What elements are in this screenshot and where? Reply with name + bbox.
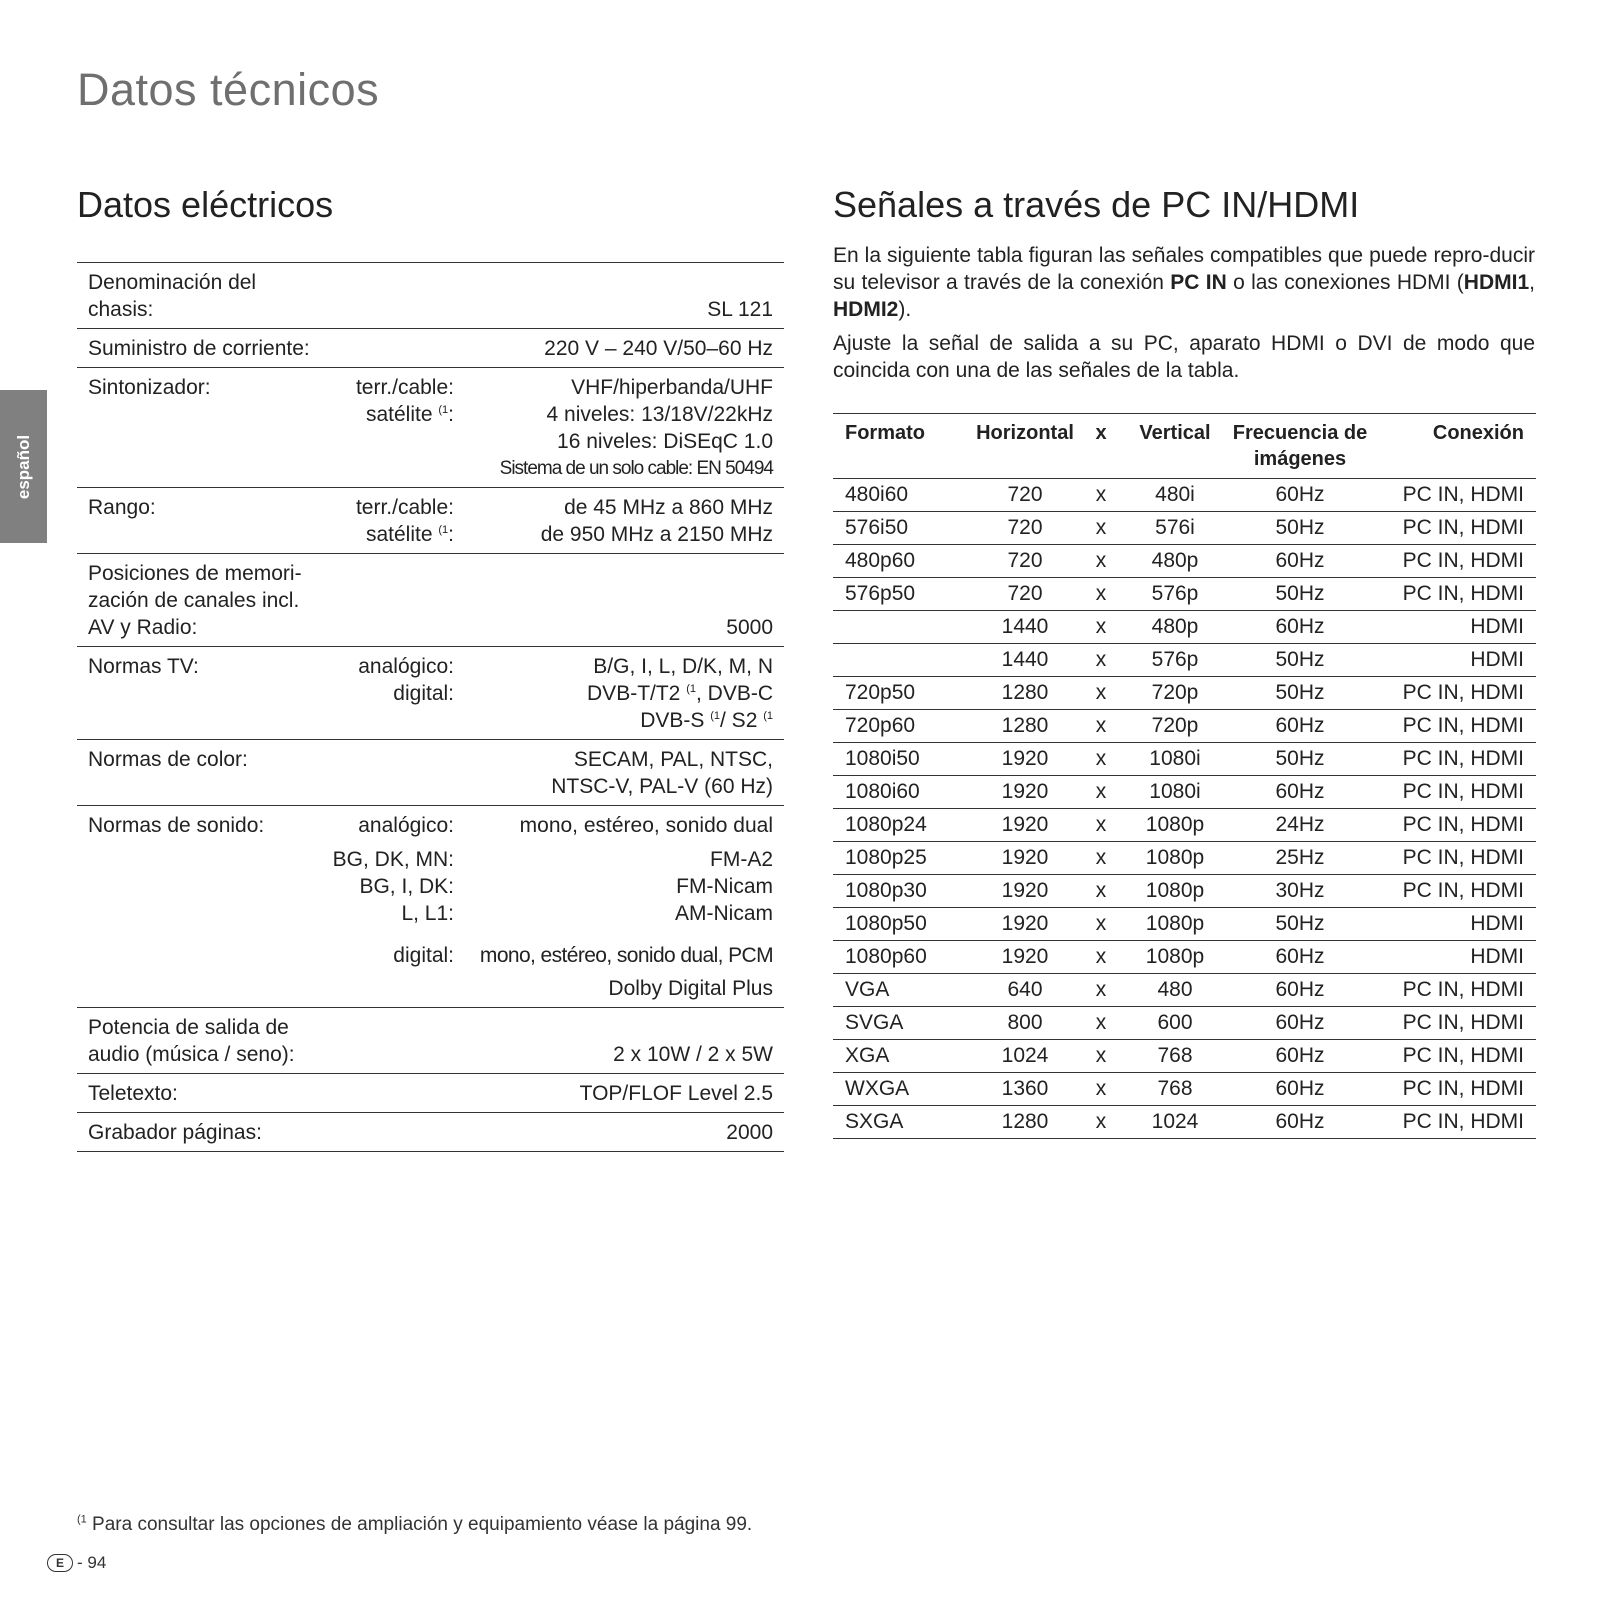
cell-horizontal: 800 [1007, 1011, 1043, 1034]
cell-connection: HDMI [1470, 945, 1524, 968]
cell-x: x [1095, 1110, 1107, 1133]
spec-value: FM-A2 [710, 848, 773, 871]
spec-label: audio (música / seno): [88, 1043, 295, 1066]
spec-row-teletext [77, 1074, 784, 1113]
cell-x: x [1095, 582, 1107, 605]
spec-sublabel: satélite $^{(1}$: [365, 403, 454, 426]
cell-horizontal: 720 [1007, 582, 1043, 605]
spec-sublabel: analógico: [358, 814, 454, 837]
cell-frequency: 50Hz [1275, 681, 1325, 704]
cell-horizontal: 1024 [1001, 1044, 1049, 1067]
cell-x: x [1095, 1077, 1107, 1100]
spec-sublabel: terr./cable: [355, 496, 454, 519]
cell-frequency: 60Hz [1275, 483, 1325, 506]
cell-frequency: 50Hz [1275, 912, 1325, 935]
cell-horizontal: 1920 [1001, 945, 1049, 968]
cell-connection: PC IN, HDMI [1402, 879, 1524, 902]
cell-frequency: 60Hz [1275, 780, 1325, 803]
spec-value: 4 niveles: 13/18V/22kHz [546, 403, 773, 426]
page-number-text: - 94 [77, 1553, 107, 1572]
electrical-spec-table [77, 262, 784, 1152]
cell-vertical: 600 [1157, 1011, 1193, 1034]
spec-sublabel: digital: [393, 944, 454, 967]
section-heading-electrical: Datos eléctricos [77, 184, 334, 225]
cell-vertical: 1080p [1145, 912, 1205, 935]
spec-row-chassis [77, 263, 784, 329]
cell-connection: HDMI [1470, 912, 1524, 935]
cell-x: x [1095, 1044, 1107, 1067]
col-header-frequency: Frecuencia de imágenes [1232, 422, 1368, 470]
cell-x: x [1095, 648, 1107, 671]
cell-connection: PC IN, HDMI [1402, 582, 1524, 605]
table-row [833, 743, 1536, 776]
table-row [833, 1040, 1536, 1073]
cell-horizontal: 1920 [1001, 846, 1049, 869]
cell-format: 576i50 [845, 516, 909, 539]
spec-value: Dolby Digital Plus [608, 977, 773, 1000]
cell-frequency: 24Hz [1275, 813, 1325, 836]
cell-connection: HDMI [1470, 648, 1524, 671]
cell-vertical: 720p [1151, 681, 1199, 704]
cell-x: x [1095, 1011, 1107, 1034]
col-header-connection: Conexión [1432, 422, 1524, 444]
cell-x: x [1095, 879, 1107, 902]
cell-frequency: 60Hz [1275, 615, 1325, 638]
spec-value: Sistema de un solo cable: EN 50494 [499, 458, 773, 479]
section-heading-signals: Señales a través de PC IN/HDMI [833, 184, 1360, 225]
cell-horizontal: 1360 [1001, 1077, 1049, 1100]
cell-x: x [1095, 813, 1107, 836]
cell-x: x [1095, 516, 1107, 539]
spec-value: 2 x 10W / 2 x 5W [613, 1043, 773, 1066]
cell-frequency: 30Hz [1275, 879, 1325, 902]
spec-row-power [77, 329, 784, 368]
spec-sublabel: L, L1: [401, 902, 454, 925]
spec-row-audio-output [77, 1008, 784, 1074]
spec-value: SECAM, PAL, NTSC, [573, 748, 773, 771]
cell-x: x [1095, 846, 1107, 869]
spec-label: AV y Radio: [88, 616, 198, 639]
spec-label: Normas TV: [88, 655, 199, 678]
cell-connection: PC IN, HDMI [1402, 516, 1524, 539]
cell-format: XGA [845, 1044, 890, 1067]
spec-sublabel: analógico: [358, 655, 454, 678]
cell-format: 480i60 [845, 483, 909, 506]
cell-format: SXGA [845, 1110, 904, 1133]
language-badge: E [47, 1554, 73, 1572]
cell-format: 1080i50 [845, 747, 920, 770]
spec-label: Potencia de salida de [88, 1016, 289, 1039]
spec-label: zación de canales incl. [88, 589, 300, 612]
language-tab-label: español [13, 434, 33, 499]
cell-format: WXGA [845, 1077, 910, 1100]
table-row [833, 809, 1536, 842]
cell-frequency: 60Hz [1275, 945, 1325, 968]
cell-connection: PC IN, HDMI [1402, 1077, 1524, 1100]
col-header-horizontal: Horizontal [976, 422, 1074, 444]
cell-frequency: 50Hz [1275, 648, 1325, 671]
cell-format: 1080p24 [845, 813, 927, 836]
cell-frequency: 60Hz [1275, 1044, 1325, 1067]
spec-value: TOP/FLOF Level 2.5 [579, 1082, 773, 1105]
cell-horizontal: 1920 [1001, 747, 1049, 770]
cell-vertical: 720p [1151, 714, 1199, 737]
cell-format: 720p50 [845, 681, 916, 704]
table-row [833, 875, 1536, 908]
cell-vertical: 480i [1155, 483, 1195, 506]
page-title: Datos técnicos [77, 64, 380, 115]
cell-connection: PC IN, HDMI [1402, 978, 1524, 1001]
cell-connection: PC IN, HDMI [1402, 846, 1524, 869]
table-row [833, 512, 1536, 545]
cell-vertical: 768 [1157, 1077, 1193, 1100]
cell-connection: PC IN, HDMI [1402, 681, 1524, 704]
cell-horizontal: 720 [1007, 483, 1043, 506]
table-row [833, 974, 1536, 1007]
cell-frequency: 60Hz [1275, 549, 1325, 572]
intro-paragraph-1: En la siguiente tabla figuran las señales compatibles que puede repro-ducir su televisor a través de la conexión PC IN o las conexiones HDMI (HDMI1, HDMI2). [833, 244, 1535, 321]
cell-horizontal: 720 [1007, 549, 1043, 572]
table-row [833, 578, 1536, 611]
cell-format: SVGA [845, 1011, 904, 1034]
spec-value: B/G, I, L, D/K, M, N [593, 655, 773, 678]
cell-vertical: 1080p [1145, 945, 1205, 968]
cell-connection: PC IN, HDMI [1402, 780, 1524, 803]
cell-vertical: 1080p [1145, 813, 1205, 836]
cell-connection: PC IN, HDMI [1402, 483, 1524, 506]
cell-frequency: 60Hz [1275, 1110, 1325, 1133]
spec-label: Sintonizador: [88, 376, 211, 399]
cell-horizontal: 1280 [1001, 681, 1049, 704]
cell-format: 1080i60 [845, 780, 920, 803]
cell-frequency: 60Hz [1275, 1011, 1325, 1034]
cell-connection: PC IN, HDMI [1402, 1044, 1524, 1067]
spec-value: FM-Nicam [676, 875, 773, 898]
spec-value: mono, estéreo, sonido dual, PCM [479, 944, 773, 967]
spec-value: mono, estéreo, sonido dual [519, 814, 773, 837]
cell-connection: PC IN, HDMI [1402, 747, 1524, 770]
cell-horizontal: 1920 [1001, 879, 1049, 902]
cell-x: x [1095, 681, 1107, 704]
spec-value: 16 niveles: DiSEqC 1.0 [557, 430, 773, 453]
spec-sublabel: terr./cable: [355, 376, 454, 399]
col-header-x: x [1095, 422, 1107, 444]
spec-row-tuner [77, 368, 784, 488]
spec-label: Suministro de corriente: [88, 337, 310, 360]
spec-value: SL 121 [707, 298, 773, 321]
cell-vertical: 576i [1155, 516, 1195, 539]
spec-label: Grabador páginas: [88, 1121, 262, 1144]
table-row [833, 842, 1536, 875]
cell-vertical: 1080p [1145, 879, 1205, 902]
cell-x: x [1095, 615, 1107, 638]
spec-label: Teletexto: [88, 1082, 178, 1105]
table-row [833, 1073, 1536, 1106]
cell-horizontal: 1920 [1001, 912, 1049, 935]
cell-x: x [1095, 780, 1107, 803]
cell-horizontal: 640 [1007, 978, 1043, 1001]
cell-horizontal: 1920 [1001, 813, 1049, 836]
spec-sublabel: satélite $^{(1}$: [365, 523, 454, 546]
spec-value: DVB-T/T2 $^{(1}$, DVB-C [587, 682, 773, 705]
cell-frequency: 50Hz [1275, 582, 1325, 605]
spec-sublabel: digital: [393, 682, 454, 705]
cell-x: x [1095, 912, 1107, 935]
cell-horizontal: 1280 [1001, 1110, 1049, 1133]
spec-value: VHF/hiperbanda/UHF [571, 376, 773, 399]
cell-frequency: 60Hz [1275, 714, 1325, 737]
table-row [833, 1007, 1536, 1040]
signal-table-header [833, 414, 1536, 479]
cell-x: x [1095, 747, 1107, 770]
spec-label: Denominación del [88, 271, 257, 294]
cell-x: x [1095, 945, 1107, 968]
cell-frequency: 60Hz [1275, 978, 1325, 1001]
spec-label: Posiciones de memori- [88, 562, 302, 585]
table-row [833, 677, 1536, 710]
table-row [833, 545, 1536, 578]
spec-label: chasis: [88, 298, 154, 321]
cell-x: x [1095, 483, 1107, 506]
footnote: $^{(1}$ Para consultar las opciones de ampliación y equipamiento véase la página 99. [77, 1513, 753, 1535]
spec-label: Rango: [88, 496, 156, 519]
spec-sublabel: BG, DK, MN: [332, 848, 454, 871]
cell-horizontal: 1920 [1001, 780, 1049, 803]
spec-row-tv-standards [77, 647, 784, 740]
cell-x: x [1095, 714, 1107, 737]
spec-row-memory-positions [77, 554, 784, 647]
cell-x: x [1095, 978, 1107, 1001]
cell-x: x [1095, 549, 1107, 572]
spec-row-sound-standards [77, 806, 784, 1008]
spec-row-color-standards [77, 740, 784, 806]
table-row [833, 908, 1536, 941]
table-row [833, 941, 1536, 974]
spec-sublabel: BG, I, DK: [359, 875, 454, 898]
table-row [833, 1106, 1536, 1139]
cell-format: 576p50 [845, 582, 916, 605]
spec-row-page-recorder [77, 1113, 784, 1152]
language-tab [0, 390, 47, 543]
cell-vertical: 1024 [1151, 1110, 1199, 1133]
table-row [833, 479, 1536, 512]
cell-horizontal: 720 [1007, 516, 1043, 539]
spec-value: 220 V – 240 V/50–60 Hz [544, 337, 773, 360]
spec-value: NTSC-V, PAL-V (60 Hz) [551, 775, 773, 798]
cell-vertical: 768 [1157, 1044, 1193, 1067]
cell-frequency: 25Hz [1275, 846, 1325, 869]
cell-vertical: 576p [1151, 648, 1199, 671]
cell-format: 1080p50 [845, 912, 927, 935]
col-header-vertical: Vertical [1139, 422, 1211, 444]
table-row [833, 611, 1536, 644]
cell-connection: HDMI [1470, 615, 1524, 638]
cell-connection: PC IN, HDMI [1402, 813, 1524, 836]
cell-format: 1080p60 [845, 945, 927, 968]
spec-row-range [77, 488, 784, 554]
table-row [833, 776, 1536, 809]
cell-vertical: 480p [1151, 549, 1199, 572]
cell-connection: PC IN, HDMI [1402, 549, 1524, 572]
table-row [833, 710, 1536, 743]
spec-label: Normas de sonido: [88, 814, 265, 837]
cell-connection: PC IN, HDMI [1402, 714, 1524, 737]
cell-vertical: 1080i [1149, 780, 1201, 803]
signal-table [833, 413, 1536, 1139]
intro-paragraph-2: Ajuste la señal de salida a su PC, aparato HDMI o DVI de modo que coincida con una de las señales de la tabla. [833, 332, 1535, 382]
cell-format: 720p60 [845, 714, 916, 737]
cell-vertical: 1080i [1149, 747, 1201, 770]
spec-label: Normas de color: [88, 748, 248, 771]
spec-value: 2000 [726, 1121, 773, 1144]
spec-value: 5000 [726, 616, 773, 639]
cell-vertical: 480 [1157, 978, 1193, 1001]
cell-vertical: 480p [1151, 615, 1199, 638]
cell-frequency: 50Hz [1275, 516, 1325, 539]
cell-frequency: 50Hz [1275, 747, 1325, 770]
cell-format: 1080p25 [845, 846, 927, 869]
cell-format: 480p60 [845, 549, 916, 572]
cell-connection: PC IN, HDMI [1402, 1011, 1524, 1034]
cell-horizontal: 1280 [1001, 714, 1049, 737]
cell-frequency: 60Hz [1275, 1077, 1325, 1100]
spec-value: de 45 MHz a 860 MHz [564, 496, 773, 519]
cell-format: 1080p30 [845, 879, 927, 902]
spec-value: de 950 MHz a 2150 MHz [540, 523, 773, 546]
cell-vertical: 576p [1151, 582, 1199, 605]
cell-connection: PC IN, HDMI [1402, 1110, 1524, 1133]
spec-value: AM-Nicam [675, 902, 773, 925]
signal-table-body [833, 479, 1536, 1139]
cell-horizontal: 1440 [1001, 648, 1049, 671]
cell-format: VGA [845, 978, 890, 1001]
spec-value: DVB-S $^{(1}$/ S2 $^{(1}$ [640, 709, 773, 732]
table-row [833, 644, 1536, 677]
cell-horizontal: 1440 [1001, 615, 1049, 638]
page-number [47, 1553, 106, 1573]
cell-vertical: 1080p [1145, 846, 1205, 869]
col-header-format: Formato [845, 422, 925, 444]
